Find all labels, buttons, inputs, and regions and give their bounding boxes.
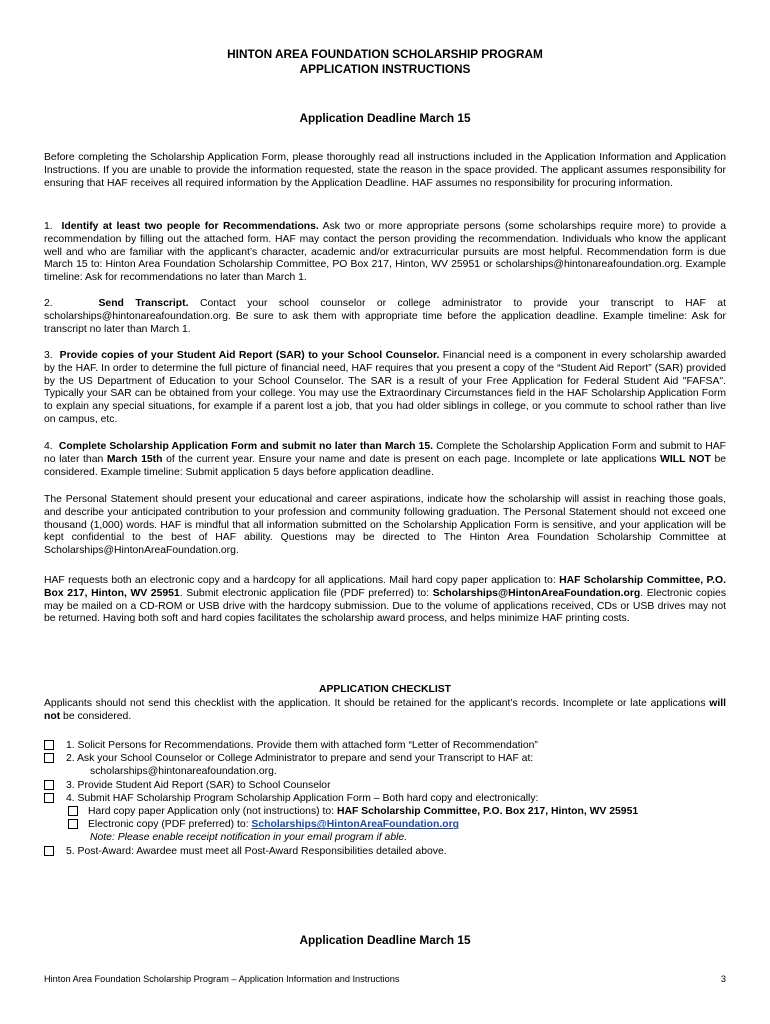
hardcopy-address: HAF Scholarship Committee, P.O. Box 217, Hinton, WV 25951 — [336, 806, 639, 818]
copies-text-a: HAF requests both an electronic copy and a hardcopy for all applications. Mail hard copy paper application to: — [44, 575, 560, 586]
item4-heading: Complete Scholarship Application Form and submit no later than March 15. — [58, 441, 434, 452]
checklist-item-1 — [44, 739, 726, 752]
item4-body-a: Complete the Scholarship Application Form and submit to HAF no later than — [44, 441, 727, 465]
checkbox[interactable] — [44, 793, 54, 803]
item4-body-e: be considered. Example timeline: Submit application 5 days before application deadline. — [44, 453, 726, 478]
copies-email: Scholarships@HintonAreaFoundation.org — [432, 587, 641, 599]
item1-number: 1. — [44, 221, 53, 232]
checklist-will-not: will not — [44, 698, 726, 722]
checklist-intro-a: Applicants should not send this checklist with the application. It should be retained for the applicant’s records. Incomplete or late applications — [44, 698, 710, 709]
hardcopy-text: Hard copy paper Application only (not instructions) to: — [88, 806, 337, 818]
checklist-subitem-electronic — [68, 818, 726, 831]
checklist-title: APPLICATION CHECKLIST — [319, 684, 451, 695]
item2-body: Contact your school counselor or college administrator to provide your transcript to HAF at scholarships@hintonareafoundation.org. Be sure to ask them with appropriate time before the application deadline. Example timeline: Ask for transcript no later than March 1. — [44, 298, 726, 335]
checklist-item-5-text: 5. Post-Award: Awardee must meet all Post-Award Responsibilities detailed above. — [66, 845, 447, 857]
electronic-text: Electronic copy (PDF preferred) to: — [88, 819, 252, 831]
checkbox[interactable] — [44, 780, 54, 790]
page-footer — [44, 974, 726, 984]
deadline-heading-bottom: Application Deadline March 15 — [299, 933, 471, 947]
checkbox[interactable] — [44, 740, 54, 750]
receipt-note: Note: Please enable receipt notification in your email program if able. — [90, 832, 408, 844]
copies-paragraph — [44, 575, 726, 626]
checklist-note-row — [44, 831, 726, 844]
checklist-item-2-continued — [44, 765, 726, 778]
instruction-item-3 — [44, 350, 726, 427]
item1-body: Ask two or more appropriate persons (some scholarships require more) to provide a recommendation by filling out the attached form. HAF may contact the person providing the recommendation. Individuals who know the applicant well and who are familiar with the applicant’s character, academic and/or extracurricular pursuits are most helpful. Recommendation form is due March 15 to: Hinton Area Foundation Scholarship Committee, PO Box 217, Hinton, WV 25951 or scholarships@hintonareafoundation.org. Example timeline: Ask for recommendations no later than March 1. — [44, 221, 727, 284]
instruction-item-1 — [44, 221, 726, 285]
item3-heading: Provide copies of your Student Aid Report (SAR) to your School Counselor. — [59, 350, 440, 361]
item4-deadline: March 15th — [106, 453, 163, 465]
application-checklist — [44, 739, 726, 858]
checklist-item-3 — [44, 779, 726, 792]
checklist-item-2 — [44, 752, 726, 765]
personal-statement-paragraph — [44, 494, 726, 558]
checklist-intro-c: be considered. — [60, 710, 132, 722]
checklist-intro — [44, 698, 726, 724]
intro-text: Before completing the Scholarship Application Form, please thoroughly read all instructions included in the Application Information and Application Instructions. If you are unable to provide the information requested, state the reason in the space provided. The applicant assumes responsibility for ensuring that HAF receives all required information by the Application Deadline. HAF assumes no responsibility for procuring information. — [44, 152, 726, 189]
item2-heading: Send Transcript. — [98, 298, 189, 309]
checklist-item-1-text: 1. Solicit Persons for Recommendations. Provide them with attached form “Letter of Recommendation” — [66, 740, 538, 751]
copies-text-e: . Electronic copies may be mailed on a CD-ROM or USB drive with the hardcopy submission. Due to the volume of applications received, CDs or USB drives may not be returned. Having both soft and hard copies facilitates the scholarship award process, and helps minimize HAF printing costs. — [44, 587, 727, 625]
item4-number: 4. — [44, 441, 53, 452]
document-page — [44, 0, 726, 1024]
checklist-item-4 — [44, 792, 726, 805]
instructions-title: APPLICATION INSTRUCTIONS — [299, 62, 471, 76]
program-title: HINTON AREA FOUNDATION SCHOLARSHIP PROGRAM — [227, 47, 543, 61]
checklist-subitem-hardcopy — [68, 805, 726, 818]
intro-paragraph — [44, 152, 726, 190]
item3-body: Financial need is a component in every scholarship awarded by the HAF. In order to determine the full picture of financial need, HAF requires that you present a copy of the “Student Aid Report” (SAR) provided by the US Department of Education to your School Counselor. The SAR is a result of your Free Application for Federal Student Aid "FAFSA". Typically your SAR can be obtained from your college. You may use the Extraordinary Circumstances field in the HAF Scholarship Application Form to explain any special situations, for example if a parent lost a job, that you had older siblings in college, or you commute to school rather than live on campus, etc. — [44, 350, 726, 425]
email-link[interactable]: Scholarships@HintonAreaFoundation.org — [251, 819, 459, 831]
item4-will-not: WILL NOT — [660, 453, 711, 465]
item2-number: 2. — [44, 298, 53, 309]
item4-body-c: of the current year. Ensure your name and date is present on each page. Incomplete or late applications — [162, 453, 661, 465]
checklist-item-4-text: 4. Submit HAF Scholarship Program Scholarship Application Form – Both hard copy and electronically: — [66, 792, 539, 804]
copies-text-c: . Submit electronic application file (PDF preferred) to: — [179, 587, 433, 599]
checkbox[interactable] — [68, 806, 78, 816]
personal-statement-text: The Personal Statement should present your educational and career aspirations, indicate how the scholarship will assist in reaching those goals, and describe your anticipated contribution to your profession and community following graduation. The Personal Statement should not exceed one thousand (1,000) words. HAF is mindful that all information submitted on the Scholarship Application Form is sensitive, and your application will be kept confidential to the best of HAF ability. Questions may be directed to The Hinton Area Foundation Scholarship Committee at Scholarships@HintonAreaFoundation.org. — [44, 494, 726, 557]
checkbox[interactable] — [68, 819, 78, 829]
instruction-item-2 — [44, 298, 726, 336]
page-number: 3 — [720, 974, 726, 984]
checklist-item-2-email: scholarships@hintonareafoundation.org. — [90, 766, 277, 778]
checklist-item-2-text: 2. Ask your School Counselor or College Administrator to prepare and send your Transcript to HAF at: — [66, 753, 534, 765]
instruction-item-4 — [44, 441, 726, 479]
checklist-item-5 — [44, 845, 726, 858]
item1-heading: Identify at least two people for Recommendations. — [61, 221, 319, 232]
copies-mail-address: HAF Scholarship Committee, P.O. Box 217, Hinton, WV 25951 — [44, 575, 726, 599]
checklist-item-3-text: 3. Provide Student Aid Report (SAR) to School Counselor — [66, 779, 331, 791]
checkbox[interactable] — [44, 846, 54, 856]
item3-number: 3. — [44, 350, 53, 361]
deadline-heading-top: Application Deadline March 15 — [299, 111, 471, 125]
footer-text: Hinton Area Foundation Scholarship Program – Application Information and Instructions — [44, 974, 400, 984]
checkbox[interactable] — [44, 753, 54, 763]
